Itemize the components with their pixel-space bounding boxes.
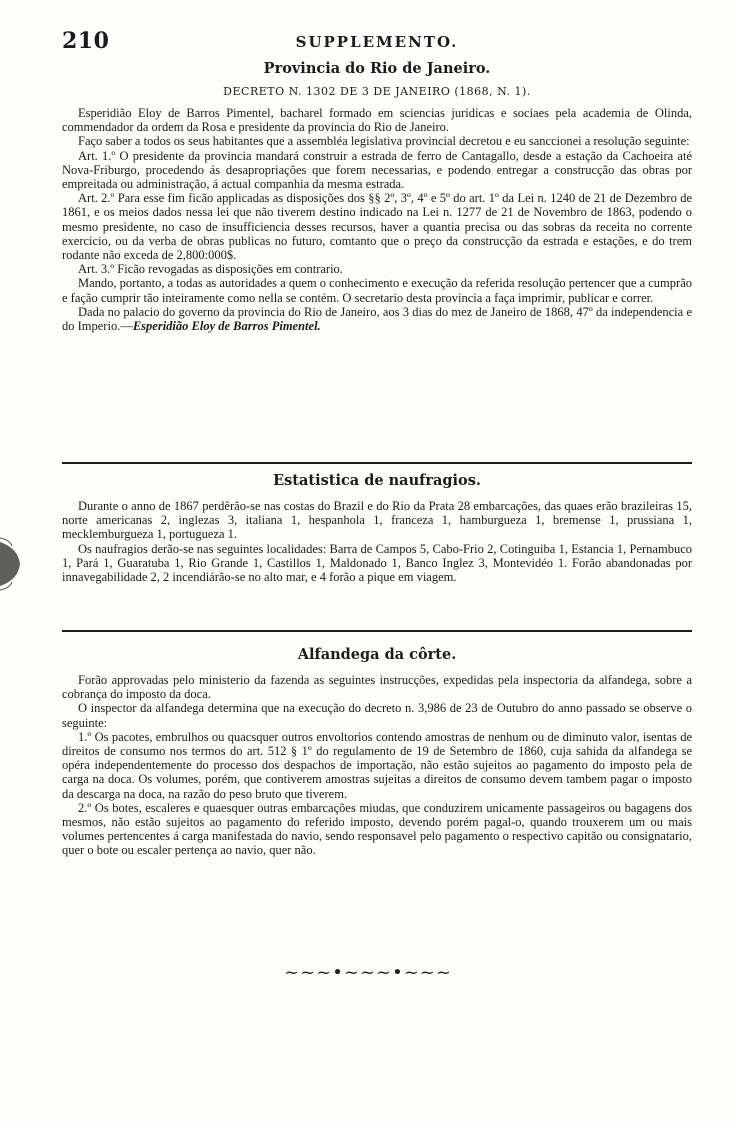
customs-paragraph: 1.º Os pacotes, embrulhos ou quacsquer outros envoltorios contendo amostras de nenhum ou de diminuto valor, isentas de direitos de consumo nos termos do art. 512 § 1º do regulamento de 19 de Setembro de 1860, cuja sahida da alfandega se opéra independentemente do processo dos despachos de importação, não estão sujeitos ao pagamento do imposto pela de carga na doca. Os volumes, porém, que contiverem amostras sujeitas a direitos de consumo devem tambem pagar o imposto da descarga na doca, na razão do peso bruto que tiverem. bbox=[62, 729, 692, 801]
ornament-divider: ~~~•~~~•~~~ bbox=[284, 962, 452, 983]
decree-paragraph: Faço saber a todos os seus habitantes que a assembléa legislativa provincial decretou e eu sanccionei a resolução seguinte: bbox=[78, 134, 690, 149]
shipwrecks-section bbox=[62, 472, 692, 584]
page-header bbox=[62, 28, 692, 58]
customs-paragraph: 2.º Os botes, escaleres e quaesquer outras embarcações miudas, que conduzirem unicamente passageiros ou bagagens dos mesmos, não estão sujeitos ao pagamento do referido imposto, devendo porém pagal-o, quando trouxerem um ou mais volumes pertencentes á carga manifestada do navio, sendo responsavel pelo pagamento o respectivo capitão ou consignatario, quer o bote ou escaler pertença ao navio, quer não. bbox=[62, 800, 692, 858]
decree-paragraph: Art. 2.º Para esse fim ficão applicadas as disposições dos §§ 2º, 3º, 4º e 5º do art. 1º da Lei n. 1240 de 21 de Dezembro de 1861, e os meios dados nessa lei que não tiverem destino indicado na Lei n. 1277 de 21 de Novembro de 1863, podendo o mesmo presidente, no caso de insufficiencia desses recursos, haver a quantia precisa ou das sobras da receita no corrente exercicio, ou da verba de obras publicas no futuro, comtanto que o preço da construcção da estrada e estações, e do trem rodante não exceda de 2,800:000$. bbox=[62, 191, 692, 263]
customs-paragraph: O inspector da alfandega determina que na execução do decreto n. 3,986 de 23 de Outubro do anno passado se observe o seguinte: bbox=[62, 701, 692, 730]
decree-paragraph: Esperidião Eloy de Barros Pimentel, bacharel formado em sciencias juridicas e sociaes pela academia de Olinda, commendador da ordem da Rosa e presidente da provincia do Rio de Janeiro. bbox=[62, 106, 692, 135]
customs-title: Alfandega da côrte. bbox=[297, 646, 457, 663]
decree-title: Provincia do Rio de Janeiro. bbox=[263, 60, 491, 77]
binding-mark-icon bbox=[0, 534, 26, 594]
customs-body bbox=[62, 673, 692, 858]
section-divider bbox=[62, 462, 692, 464]
decree-paragraph: Art. 1.º O presidente da provincia mandará construir a estrada de ferro de Cantagallo, desde a estação da Cachoeira até Nova-Friburgo, procedendo ás desapropriações que forem necessarias, e podendo entregar a construcção das obras por empreitada ou administração, á actual companhia da mesma estrada. bbox=[62, 148, 692, 192]
shipwrecks-paragraph: Durante o anno de 1867 perdêrão-se nas costas do Brazil e do Rio da Prata 28 embarcações, das quaes erão brazileiras 15, norte americanas 2, inglezas 3, italiana 1, hespanhola 1, franceza 1, hamburgueza 1, bremense 1, prussiana 1, mecklemburgueza 1, portugueza 1. bbox=[62, 499, 692, 542]
decree-paragraph: Mando, portanto, a todas as autoridades a quem o conhecimento e execução da referida resolução pertencer que a cumprão e fação cumprir tão inteiramente como nella se contém. O secretario desta provincia a faça imprimir, publicar e correr. bbox=[62, 276, 692, 305]
shipwrecks-title: Estatistica de naufragios. bbox=[273, 472, 481, 489]
decree-signature: Esperidião Eloy de Barros Pimentel. bbox=[132, 319, 321, 334]
decree-body bbox=[62, 106, 692, 333]
running-title: SUPPLEMENTO. bbox=[295, 33, 459, 51]
customs-paragraph: Forão approvadas pelo ministerio da fazenda as seguintes instrucções, expedidas pela inspectoria da alfandega, sobre a cobrança do imposto da doca. bbox=[62, 673, 692, 702]
decree-paragraph: Art. 3.º Ficão revogadas as disposições em contrario. bbox=[78, 262, 343, 277]
customs-section bbox=[62, 646, 692, 858]
section-divider bbox=[62, 630, 692, 632]
shipwrecks-paragraph: Os naufragios derão-se nas seguintes localidades: Barra de Campos 5, Cabo-Frio 2, Cotinguiba 1, Estancia 1, Pernambuco 1, Pará 1, Guaratuba 1, Rio Grande 1, Castillos 1, Maldonado 1, Banco Inglez 3, Montevidéo 1. Forão abandonadas por innavegabilidade 2, 2 incendiárão-se no alto mar, e 4 forão a pique em viagem. bbox=[62, 541, 692, 585]
decree-subtitle: DECRETO N. 1302 DE 3 DE JANEIRO (1868, N. 1). bbox=[223, 85, 531, 98]
decree-closing: Dada no palacio do governo da provincia do Rio de Janeiro, aos 3 dias do mez de Janeiro de 1868, 47º da independencia e do Imperio.— bbox=[62, 304, 692, 334]
shipwrecks-body bbox=[62, 499, 692, 584]
page-number: 210 bbox=[62, 28, 110, 54]
decree-closing-paragraph bbox=[62, 305, 692, 333]
decree-section bbox=[62, 60, 692, 333]
